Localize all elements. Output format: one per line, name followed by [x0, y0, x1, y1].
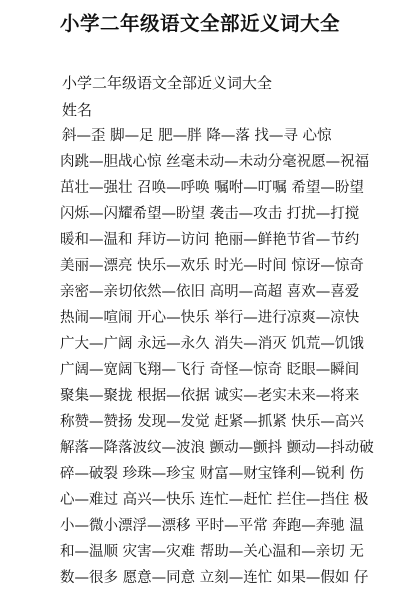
text-line: 小—微小漂浮—漂移 平时—平常 奔跑—奔驰 温 — [60, 518, 364, 534]
text-line: 广阔—宽阔飞翔—飞行 奇怪—惊奇 眨眼—瞬间 — [60, 362, 360, 378]
text-line: 亲密—亲切依然—依旧 高明—高超 喜欢—喜爱 — [60, 284, 360, 300]
text-line: 热闹—喧闹 开心—快乐 举行—进行凉爽—凉快 — [60, 310, 360, 326]
text-line: 和—温顺 灾害—灾难 帮助—关心温和—亲切 无 — [60, 544, 364, 560]
text-line: 聚集—聚拢 根据—依据 诚实—老实未来—将来 — [60, 388, 360, 404]
text-line: 暖和—温和 拜访—访问 艳丽—鲜艳节省—节约 — [60, 232, 360, 248]
text-line: 广大—广阔 永远—永久 消失—消灭 饥荒—饥饿 — [60, 336, 364, 352]
name-label: 姓名 — [62, 101, 93, 119]
text-line: 心—难过 高兴—快乐 连忙—赶忙 拦住—挡住 极 — [60, 492, 369, 508]
text-line: 碎—破裂 珍珠—珍宝 财富—财宝锋利—锐利 伤 — [60, 466, 364, 482]
text-line: 称赞—赞扬 发现—发觉 赶紧—抓紧 快乐—高兴 — [60, 414, 364, 430]
document-title: 小学二年级语文全部近义词大全 — [59, 12, 340, 35]
text-line: 闪烁—闪耀希望—盼望 袭击—攻击 打扰—打搅 — [60, 206, 360, 222]
text-line: 美丽—漂亮 快乐—欢乐 时光—时间 惊讶—惊奇 — [60, 258, 364, 274]
text-line: 斜—歪 脚—足 肥—胖 降—落 找—寻 心惊 — [62, 128, 332, 144]
text-line: 茁壮—强壮 召唤—呼唤 嘱咐—叮嘱 希望—盼望 — [60, 180, 364, 196]
document-subtitle: 小学二年级语文全部近义词大全 — [62, 74, 273, 92]
text-line: 肉跳—胆战心惊 丝毫未动—未动分毫祝愿—祝福 — [60, 154, 370, 170]
text-line: 数—很多 愿意—同意 立刻—连忙 如果—假如 仔 — [60, 570, 369, 586]
text-line: 解落—降落波纹—波浪 颤动—颤抖 颤动—抖动破 — [60, 440, 374, 456]
